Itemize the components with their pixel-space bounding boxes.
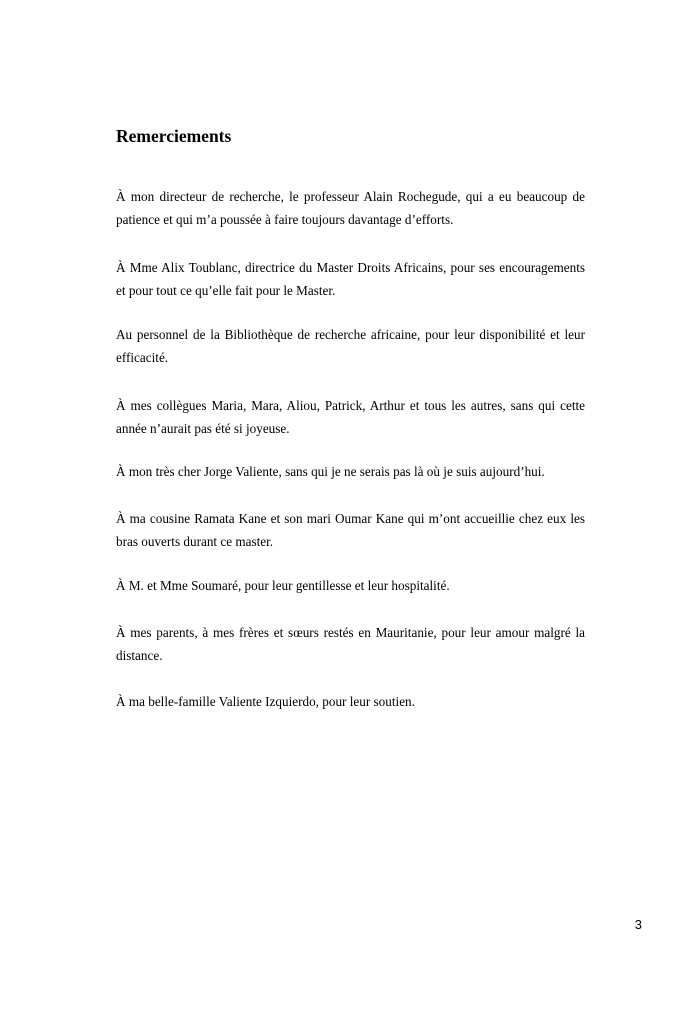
- acknowledgement-paragraph: Au personnel de la Bibliothèque de recherche africaine, pour leur disponibilité et leur efficacité.: [116, 327, 585, 365]
- acknowledgement-paragraph: À ma cousine Ramata Kane et son mari Oumar Kane qui m’ont accueillie chez eux les bras ouverts durant ce master.: [116, 511, 585, 549]
- page-title: Remerciements: [116, 126, 232, 146]
- acknowledgement-paragraph: À mon très cher Jorge Valiente, sans qui je ne serais pas là où je suis aujourd’hui.: [116, 464, 545, 479]
- acknowledgement-paragraph: À mon directeur de recherche, le professeur Alain Rochegude, qui a eu beaucoup de patience et qui m’a poussée à faire toujours davantage d’efforts.: [116, 189, 585, 227]
- acknowledgement-paragraph: À mes parents, à mes frères et sœurs restés en Mauritanie, pour leur amour malgré la distance.: [116, 625, 585, 663]
- acknowledgement-paragraph: À mes collègues Maria, Mara, Aliou, Patrick, Arthur et tous les autres, sans qui cette année n’aurait pas été si joyeuse.: [116, 398, 585, 436]
- acknowledgement-paragraph: À ma belle-famille Valiente Izquierdo, pour leur soutien.: [116, 694, 415, 709]
- acknowledgement-paragraph: À M. et Mme Soumaré, pour leur gentillesse et leur hospitalité.: [116, 578, 450, 593]
- page-number: 3: [634, 917, 642, 932]
- acknowledgement-paragraph: À Mme Alix Toublanc, directrice du Master Droits Africains, pour ses encouragements et pour tout ce qu’elle fait pour le Master.: [116, 260, 585, 298]
